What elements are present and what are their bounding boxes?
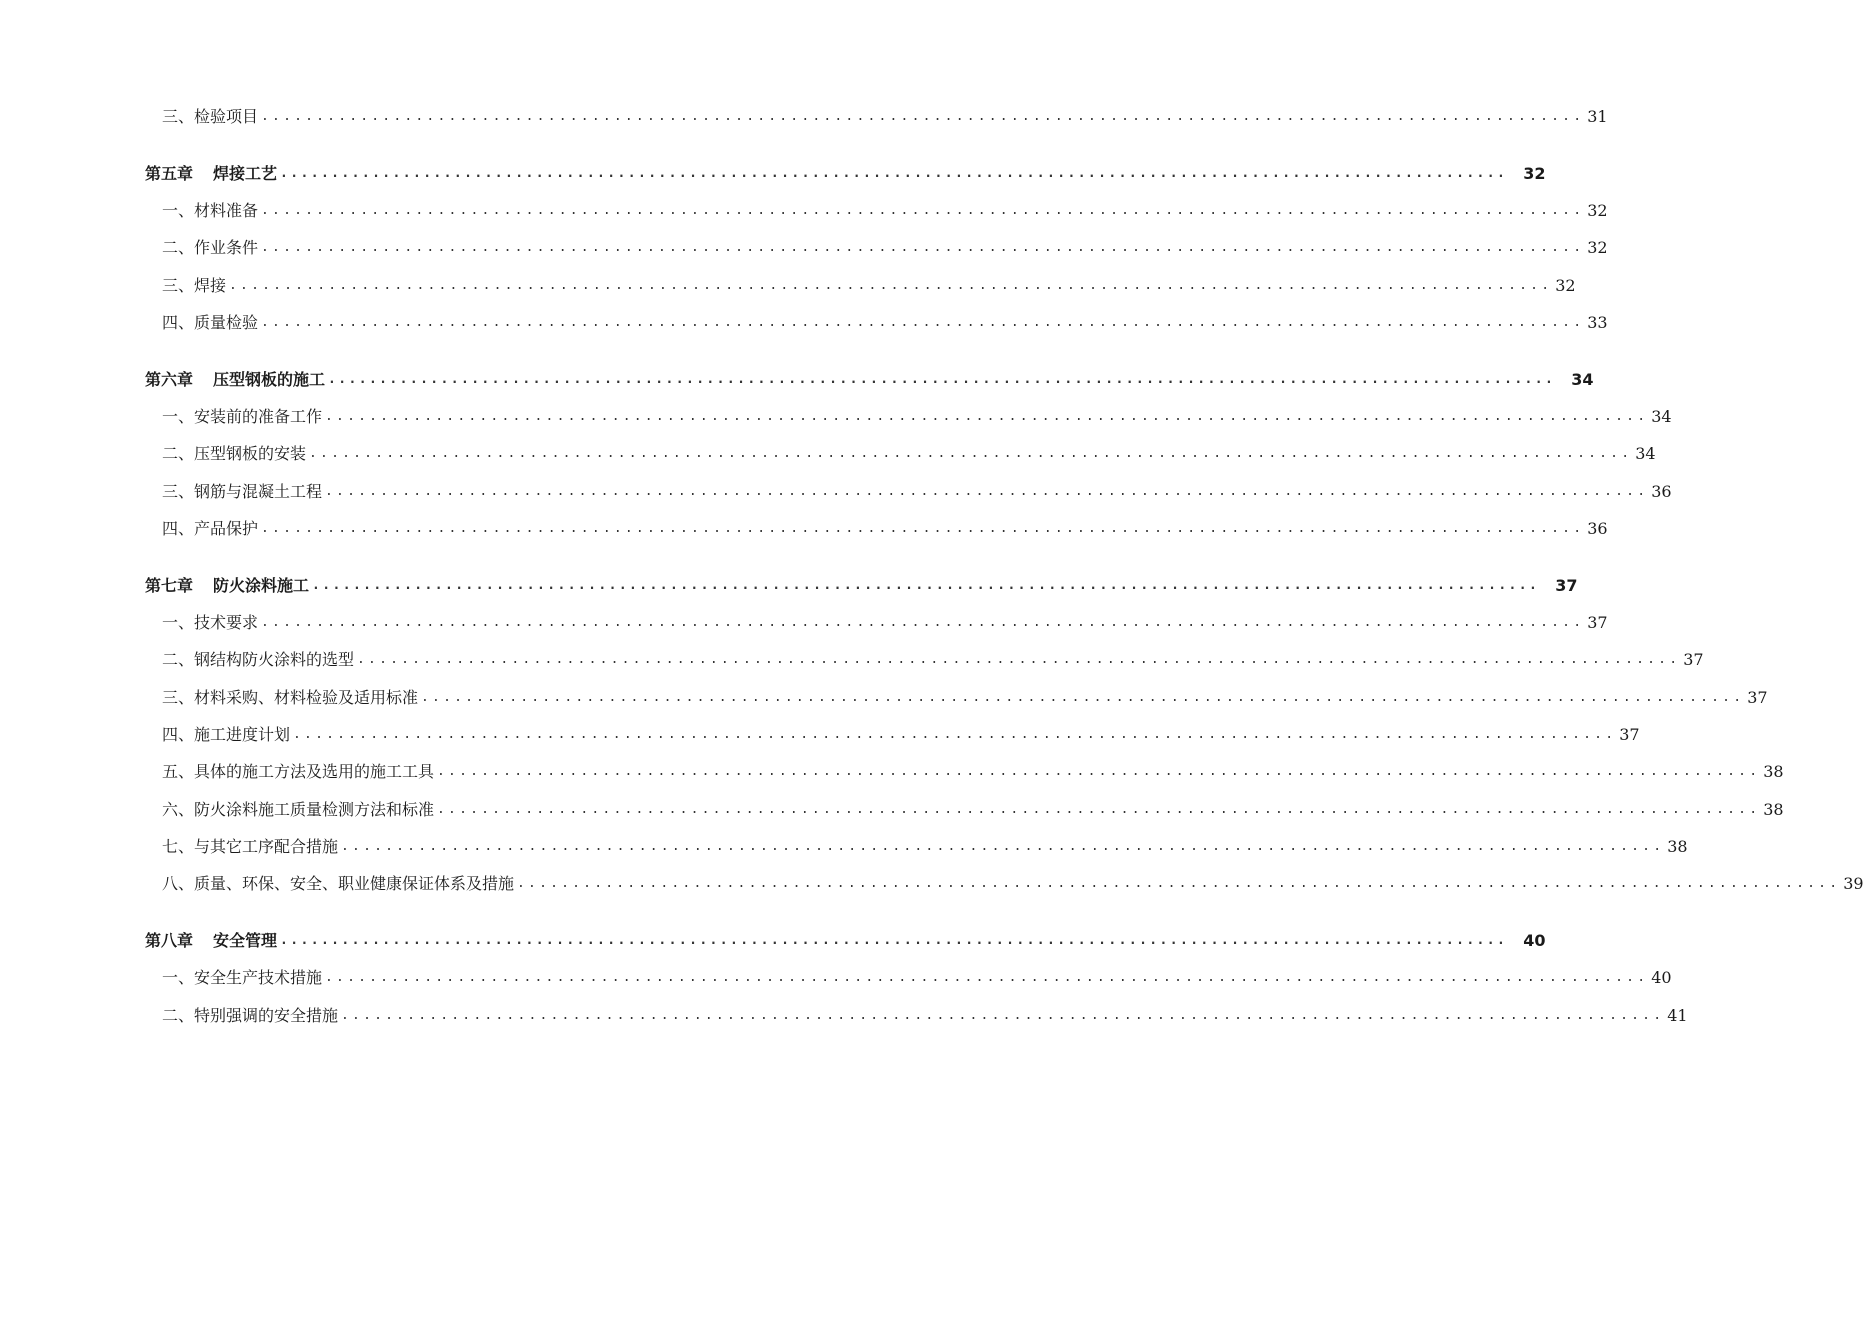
toc-chapter-title [145, 161, 277, 187]
toc-entry-page: 38 [1667, 837, 1688, 856]
toc-entry-page: 32 [1587, 238, 1608, 257]
dot-leader: ........................................................................................................................ [328, 372, 1556, 387]
toc-entry-page: 40 [1651, 968, 1672, 987]
toc-entry-title: 三、钢筋与混凝土工程 [162, 482, 323, 501]
dot-leader: ........................................................................................................................ [261, 315, 1585, 330]
toc-entry-title: 七、与其它工序配合措施 [162, 837, 339, 856]
toc-entry-page: 33 [1587, 313, 1608, 332]
dot-leader: ........................................................................................................................ [229, 278, 1553, 293]
dot-leader: ........................................................................................................................ [421, 690, 1745, 705]
dot-leader: ........................................................................................................................ [325, 970, 1649, 985]
toc-entry[interactable] [162, 235, 1608, 261]
toc-entry-title: 二、特别强调的安全措施 [162, 1006, 339, 1025]
toc-entry-title: 四、产品保护 [162, 519, 259, 538]
chapter-number: 第五章 [145, 164, 194, 183]
toc-chapter-page: 32 [1523, 164, 1546, 183]
dot-leader: ........................................................................................................................ [357, 652, 1681, 667]
toc-chapter[interactable] [145, 573, 1578, 599]
dot-leader: ........................................................................................................................ [325, 409, 1649, 424]
toc-entry[interactable] [162, 198, 1608, 224]
dot-leader: ........................................................................................................................ [341, 1008, 1665, 1023]
toc-entry-title: 五、具体的施工方法及选用的施工工具 [162, 762, 435, 781]
chapter-number: 第七章 [145, 576, 194, 595]
chapter-name: 安全管理 [213, 931, 278, 950]
toc-chapter-page: 40 [1523, 931, 1546, 950]
dot-leader: ........................................................................................................................ [517, 876, 1841, 891]
toc-entry[interactable] [162, 441, 1656, 467]
toc-entry-page: 37 [1587, 613, 1608, 632]
toc-entry-title: 一、材料准备 [162, 201, 259, 220]
chapter-number: 第八章 [145, 931, 194, 950]
toc-entry-title: 三、检验项目 [162, 107, 259, 126]
toc-entry[interactable] [162, 685, 1768, 711]
dot-leader: ........................................................................................................................ [437, 802, 1761, 817]
toc-entry[interactable] [162, 647, 1704, 673]
toc-chapter[interactable] [145, 928, 1546, 954]
toc-entry-page: 38 [1763, 762, 1784, 781]
toc-entry-page: 34 [1635, 444, 1656, 463]
toc-entry-title: 二、作业条件 [162, 238, 259, 257]
toc-entry-title: 三、材料采购、材料检验及适用标准 [162, 688, 419, 707]
chapter-name: 压型钢板的施工 [213, 370, 326, 389]
dot-leader: ........................................................................................................................ [280, 933, 1508, 948]
toc-entry[interactable] [162, 310, 1608, 336]
toc-entry-title: 一、技术要求 [162, 613, 259, 632]
dot-leader: ........................................................................................................................ [437, 764, 1761, 779]
dot-leader: ........................................................................................................................ [261, 615, 1585, 630]
toc-entry[interactable] [162, 871, 1864, 897]
toc-entry-title: 四、施工进度计划 [162, 725, 291, 744]
toc-entry-page: 37 [1747, 688, 1768, 707]
toc-entry[interactable] [162, 516, 1608, 542]
toc-entry-title: 一、安全生产技术措施 [162, 968, 323, 987]
toc-entry[interactable] [162, 1003, 1688, 1029]
toc-chapter[interactable] [145, 367, 1594, 393]
dot-leader: ........................................................................................................................ [309, 446, 1633, 461]
toc-entry[interactable] [162, 722, 1640, 748]
toc-entry-page: 34 [1651, 407, 1672, 426]
toc-entry-page: 32 [1555, 276, 1576, 295]
toc-entry[interactable] [162, 965, 1672, 991]
toc-entry[interactable] [162, 834, 1688, 860]
toc-entry-page: 37 [1619, 725, 1640, 744]
toc-chapter-title [145, 928, 277, 954]
toc-chapter-page: 34 [1571, 370, 1594, 389]
toc-entry-title: 一、安装前的准备工作 [162, 407, 323, 426]
toc-entry-page: 32 [1587, 201, 1608, 220]
toc-entry[interactable] [162, 479, 1672, 505]
dot-leader: ........................................................................................................................ [341, 839, 1665, 854]
toc-entry-title: 八、质量、环保、安全、职业健康保证体系及措施 [162, 874, 515, 893]
toc-entry[interactable] [162, 610, 1608, 636]
dot-leader: ........................................................................................................................ [261, 109, 1585, 124]
toc-chapter-title [145, 367, 325, 393]
dot-leader: ........................................................................................................................ [261, 203, 1585, 218]
chapter-name: 焊接工艺 [213, 164, 278, 183]
toc-entry[interactable] [162, 797, 1784, 823]
toc-entry[interactable] [162, 273, 1576, 299]
toc-entry-page: 31 [1587, 107, 1608, 126]
toc-entry-page: 36 [1651, 482, 1672, 501]
toc-chapter-title [145, 573, 309, 599]
dot-leader: ........................................................................................................................ [293, 727, 1617, 742]
toc-entry-page: 41 [1667, 1006, 1688, 1025]
toc-entry[interactable] [162, 404, 1672, 430]
dot-leader: ........................................................................................................................ [261, 521, 1585, 536]
toc-entry-title: 四、质量检验 [162, 313, 259, 332]
dot-leader: ........................................................................................................................ [280, 166, 1508, 181]
dot-leader: ........................................................................................................................ [261, 240, 1585, 255]
dot-leader: ........................................................................................................................ [312, 578, 1540, 593]
toc-entry-title: 三、焊接 [162, 276, 227, 295]
toc-chapter-page: 37 [1555, 576, 1578, 595]
toc-entry[interactable] [162, 759, 1784, 785]
toc-chapter[interactable] [145, 161, 1546, 187]
toc-entry-page: 39 [1843, 874, 1864, 893]
chapter-name: 防火涂料施工 [213, 576, 310, 595]
toc-entry-title: 二、钢结构防火涂料的选型 [162, 650, 355, 669]
toc-entry-title: 二、压型钢板的安装 [162, 444, 307, 463]
toc-entry-page: 36 [1587, 519, 1608, 538]
toc-entry[interactable] [162, 104, 1608, 130]
dot-leader: ........................................................................................................................ [325, 484, 1649, 499]
toc-entry-page: 37 [1683, 650, 1704, 669]
chapter-number: 第六章 [145, 370, 194, 389]
toc-entry-page: 38 [1763, 800, 1784, 819]
toc-entry-title: 六、防火涂料施工质量检测方法和标准 [162, 800, 435, 819]
